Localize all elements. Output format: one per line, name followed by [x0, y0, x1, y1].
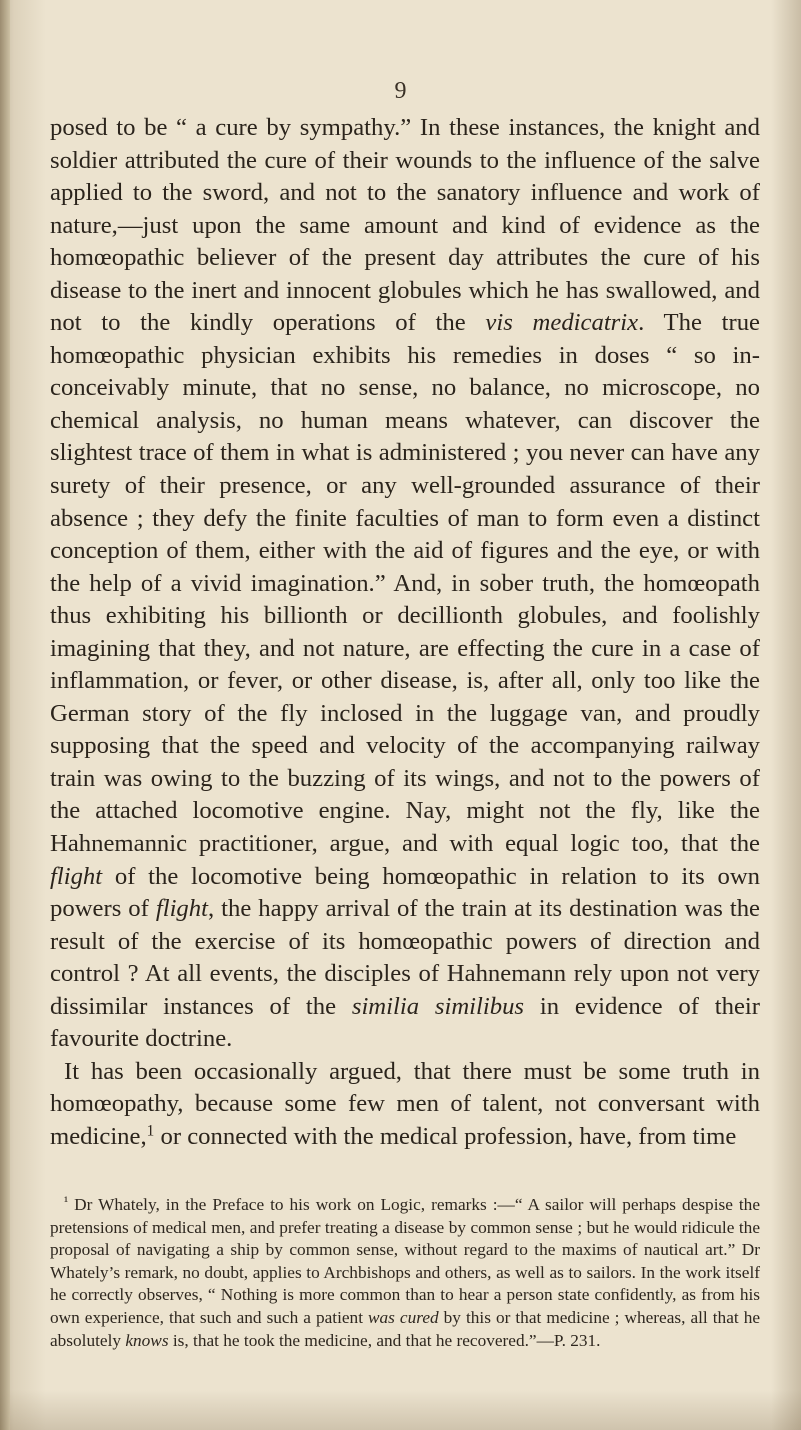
footnote — [50, 1194, 760, 1352]
page-binding-edge — [0, 0, 10, 1430]
text-run: by this or that medicine ; whereas, all that he absolutely — [50, 1307, 760, 1350]
text-run: in evidence of their favourite doctrine. — [50, 992, 761, 1053]
page-number: 9 — [394, 78, 407, 104]
text-run: or connected with the medical profession, have, from time — [154, 1122, 737, 1150]
text-run: is, that he took the medicine, and that he recovered.”—P. 231. — [168, 1330, 601, 1350]
footnote-text — [50, 1195, 760, 1350]
italic-phrase: flight — [50, 862, 103, 890]
paragraph — [50, 1056, 760, 1154]
italic-phrase: similia similibus — [351, 992, 525, 1020]
text-run: Dr Whately, in the Preface to his work on Logic, remarks :—“ A sailor will perhaps despise the pretensions of medical men, and prefer treating a disease by common sense ; but he would ridicule the proposal of navigating a ship by common sense, without regard to the maxims of nautical art.” Dr Whately’s remark, no doubt, applies to Archbishops and others, as well as to sailors. In the work itself he correctly observes, “ Nothing is more common than to hear a person state confidently, as from his own experience, that such and such a patient — [50, 1195, 760, 1327]
italic-phrase: flight — [155, 895, 208, 923]
text-run: of the locomotive being homœopathic in relation to its own powers of — [50, 862, 760, 923]
italic-phrase: was cured — [368, 1307, 439, 1327]
footnote-marker: ¹ — [64, 1193, 69, 1209]
footnote-reference: 1 — [146, 1122, 155, 1140]
text-run: posed to be “ a cure by sympathy.” In these instances, the knight and soldier attributed the cure of their wounds to the influence of the salve applied to the sword, and not to the sanatory influence and work of nature,—just upon the same amount and kind of evidence as the homœopathic believer of the present day attributes the cure of his disease to the inert and innocent globules which he has swallowed, and not to the kindly operations of the — [50, 114, 760, 337]
italic-phrase: vis medicatrix — [485, 309, 639, 337]
paragraph — [50, 112, 760, 1056]
footnotes — [50, 1194, 760, 1352]
main-text — [50, 112, 760, 1154]
text-run: It has been occasionally argued, that there must be some truth in homœopathy, because some few men of talent, not conversant with medicine, — [50, 1057, 760, 1150]
text-run: . The true homœopathic physician exhibits his remedies in doses “ so inconceivably minute, that no sense, no balance, no microscope, no chemical analysis, no human means whatever, can discover the slightest trace of them in what is administered ; you never can have any surety of their presence, or any well-grounded assurance of their absence ; they defy the finite faculties of man to form even a distinct conception of them, either with the aid of figures and the eye, or with the help of a vivid imagination.” And, in sober truth, the homœopath thus exhibiting his billionth or decillionth globules, and foolishly imagining that they, and not nature, are effecting the cure in a case of inflammation, or fever, or other disease, is, after all, only too like the German story of the fly inclosed in the luggage van, and proudly supposing that the speed and velocity of the accompanying railway train was owing to the buzzing of its wings, and not to the powers of the attached locomotive engine. Nay, might not the fly, like the Hahnemannic practitioner, argue, and with equal logic too, that the — [50, 309, 760, 858]
text-run: , the happy arrival of the train at its destination was the result of the exercise of its homœopathic powers of direction and control ? At all events, the disciples of Hahnemann rely upon not very dissimilar instances of the — [50, 895, 760, 1020]
italic-phrase: knows — [125, 1330, 169, 1350]
